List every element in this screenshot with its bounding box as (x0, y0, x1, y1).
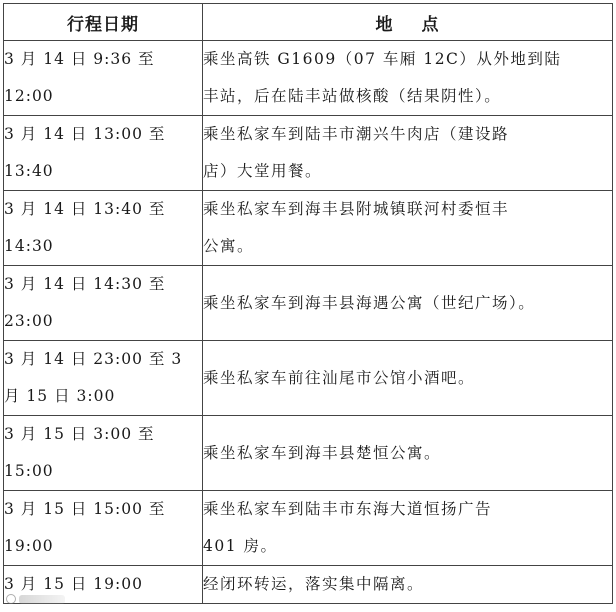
header-date: 行程日期 (4, 4, 203, 41)
place-line: 乘坐私家车到陆丰市东海大道恒扬广告 (203, 500, 493, 518)
place-line: 乘坐私家车到海丰县楚恒公寓。 (203, 443, 442, 462)
date-line: 3 月 15 日 19:00 (4, 575, 143, 593)
date-cell (4, 341, 203, 416)
date-line: 19:00 (4, 537, 54, 555)
place-cell (203, 416, 613, 491)
date-line: 23:00 (4, 312, 54, 330)
place-line: 公寓。 (203, 237, 255, 255)
date-line: 3 月 15 日 3:00 至 (4, 425, 155, 443)
place-cell (203, 41, 613, 116)
date-cell (4, 416, 203, 491)
date-cell (4, 116, 203, 191)
table-row (4, 566, 613, 604)
place-line: 丰站，后在陆丰站做核酸（结果阴性）。 (203, 87, 502, 105)
table-row (4, 341, 613, 416)
date-cell (4, 491, 203, 566)
table-row (4, 416, 613, 491)
place-cell (203, 116, 613, 191)
itinerary-table (3, 3, 613, 604)
header-row (4, 4, 613, 41)
table-row (4, 491, 613, 566)
place-cell (203, 266, 613, 341)
header-place-char-1: 地 (375, 14, 394, 35)
date-line: 月 15 日 3:00 (4, 387, 116, 405)
date-line: 3 月 14 日 13:40 至 (4, 200, 166, 218)
date-line: 15:00 (4, 462, 54, 480)
place-line: 乘坐私家车到海丰县附城镇联河村委恒丰 (203, 200, 510, 218)
place-line: 店）大堂用餐。 (203, 162, 323, 180)
table-row (4, 191, 613, 266)
place-line: 乘坐私家车到海丰县海遇公寓（世纪广场）。 (203, 293, 536, 312)
place-line: 乘坐私家车前往汕尾市公馆小酒吧。 (203, 368, 476, 387)
date-line: 3 月 14 日 23:00 至 3 (4, 350, 183, 368)
place-line: 乘坐私家车到陆丰市潮兴牛肉店（建设路 (203, 125, 510, 143)
date-cell (4, 266, 203, 341)
date-line: 12:00 (4, 87, 54, 105)
place-cell (203, 566, 613, 604)
date-line: 14:30 (4, 237, 54, 255)
date-line: 13:40 (4, 162, 54, 180)
date-line: 3 月 14 日 14:30 至 (4, 275, 166, 293)
date-line: 3 月 14 日 13:00 至 (4, 125, 166, 143)
table-row (4, 41, 613, 116)
table-row (4, 266, 613, 341)
place-cell (203, 341, 613, 416)
place-cell (203, 491, 613, 566)
itinerary-sheet (3, 3, 612, 608)
place-line: 乘坐高铁 G1609（07 车厢 12C）从外地到陆 (203, 50, 562, 68)
table-row (4, 116, 613, 191)
header-place-char-2: 点 (421, 14, 440, 35)
date-line: 3 月 14 日 9:36 至 (4, 50, 155, 68)
place-line: 经闭环转运，落实集中隔离。 (203, 575, 425, 593)
date-cell (4, 41, 203, 116)
date-line: 3 月 15 日 15:00 至 (4, 500, 166, 518)
date-cell (4, 191, 203, 266)
place-cell (203, 191, 613, 266)
header-place (203, 4, 613, 41)
date-cell (4, 566, 203, 604)
place-line: 401 房。 (203, 537, 278, 555)
